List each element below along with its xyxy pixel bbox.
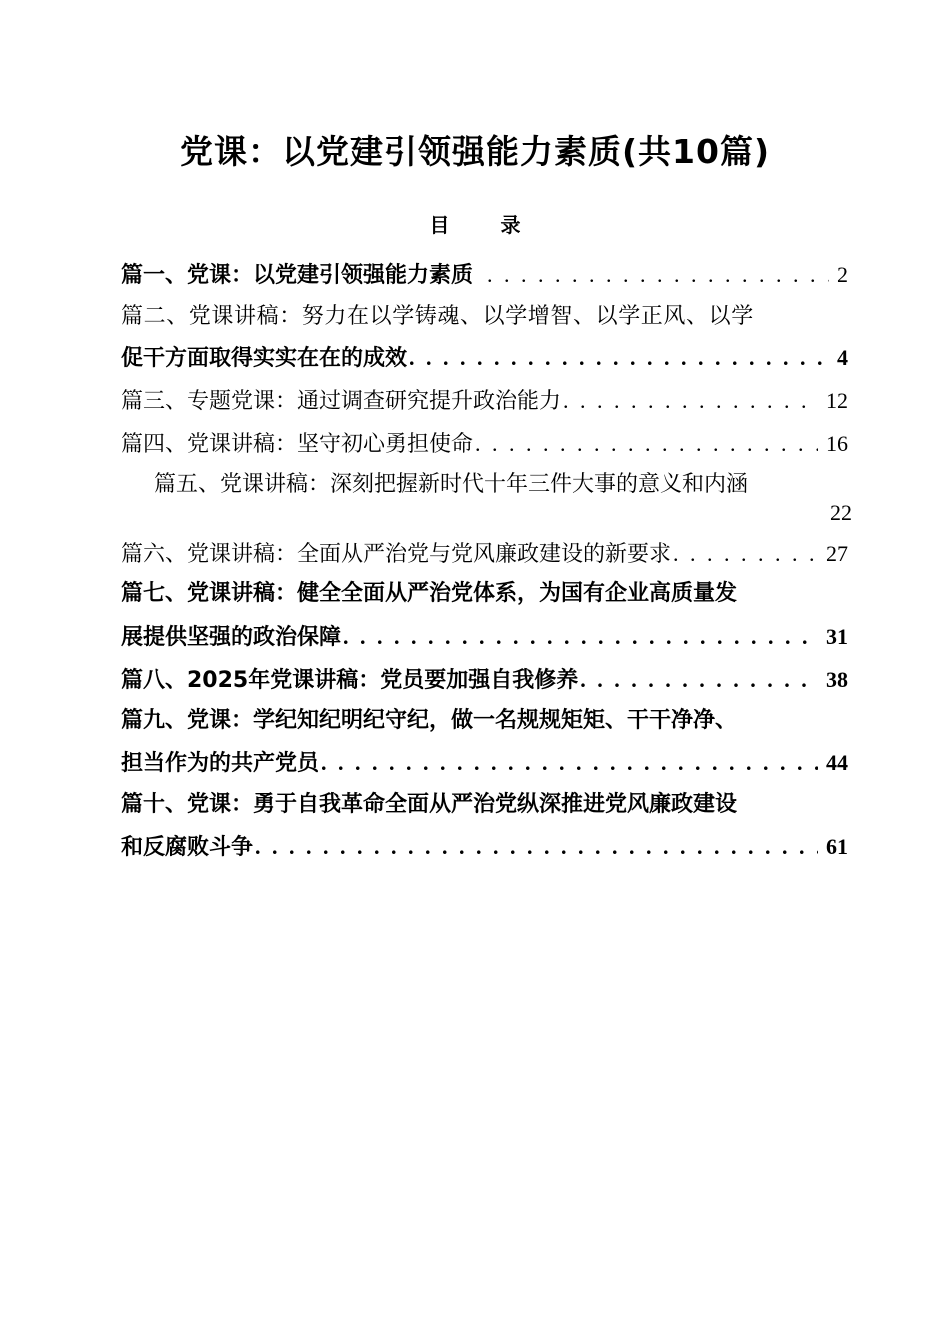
toc-entry-title: 篇四、党课讲稿：坚守初心勇担使命 (121, 432, 474, 457)
toc-entry-title: 担当作为的共产党员 (121, 751, 320, 776)
toc-entry-10[interactable] (121, 830, 848, 865)
toc-entry-title: 展提供坚强的政治保障 (121, 625, 342, 650)
toc-entry-title: 篇六、党课讲稿：全面从严治党与党风廉政建设的新要求 (121, 542, 672, 567)
toc-entry-4[interactable] (121, 427, 848, 462)
toc-entry-title: 和反腐败斗争 (121, 835, 254, 860)
document-title: 党课：以党建引领强能力素质(共10篇) (179, 132, 771, 171)
toc-page-number: 61 (826, 834, 848, 859)
toc-entry-2[interactable] (121, 341, 848, 376)
dot-leader (343, 620, 818, 654)
toc-page-number: 12 (826, 388, 848, 413)
toc-entry-7-line1[interactable]: 篇七、党课讲稿：健全全面从严治党体系，为国有企业高质量发 (121, 581, 738, 606)
toc-entry-9[interactable] (121, 746, 848, 781)
toc-entry-title: 促干方面取得实实在在的成效 (121, 346, 408, 371)
dot-leader (673, 537, 818, 571)
toc-entry-5-page-number: 22 (830, 500, 852, 525)
toc-entry-2-line1[interactable]: 篇二、党课讲稿：努力在以学铸魂、以学增智、以学正风、以学 (121, 304, 754, 329)
toc-entry-7[interactable] (121, 620, 848, 655)
toc-entry-3[interactable] (121, 384, 848, 419)
toc-entry-title: 篇八、2025年党课讲稿：党员要加强自我修养 (121, 668, 579, 693)
toc-entry-9-line1[interactable]: 篇九、党课：学纪知纪明纪守纪，做一名规规矩矩、干干净净、 (121, 708, 738, 733)
toc-page-number: 31 (826, 624, 848, 649)
toc-heading: 目 录 (429, 213, 543, 237)
toc-page-number: 16 (826, 431, 848, 456)
toc-entry-5[interactable]: 篇五、党课讲稿：深刻把握新时代十年三件大事的意义和内涵 (154, 472, 749, 497)
toc-page-number: 4 (837, 345, 848, 370)
toc-entry-1[interactable] (121, 258, 848, 293)
dot-leader (255, 830, 818, 864)
dot-leader (409, 341, 829, 375)
toc-entry-title: 篇三、专题党课：通过调查研究提升政治能力 (121, 389, 562, 414)
toc-entry-10-line1[interactable]: 篇十、党课：勇于自我革命全面从严治党纵深推进党风廉政建设 (121, 792, 738, 817)
toc-entry-8[interactable] (121, 663, 848, 698)
dot-leader (580, 663, 818, 697)
toc-page-number: 2 (837, 262, 848, 287)
dot-leader (487, 258, 829, 292)
dot-leader (563, 384, 818, 418)
dot-leader (475, 427, 818, 461)
toc-entry-title: 篇一、党课：以党建引领强能力素质 (121, 263, 474, 288)
toc-entry-6[interactable] (121, 537, 848, 572)
dot-leader (321, 746, 818, 780)
toc-page-number: 27 (826, 541, 848, 566)
toc-page-number: 38 (826, 667, 848, 692)
toc-page-number: 44 (826, 750, 848, 775)
